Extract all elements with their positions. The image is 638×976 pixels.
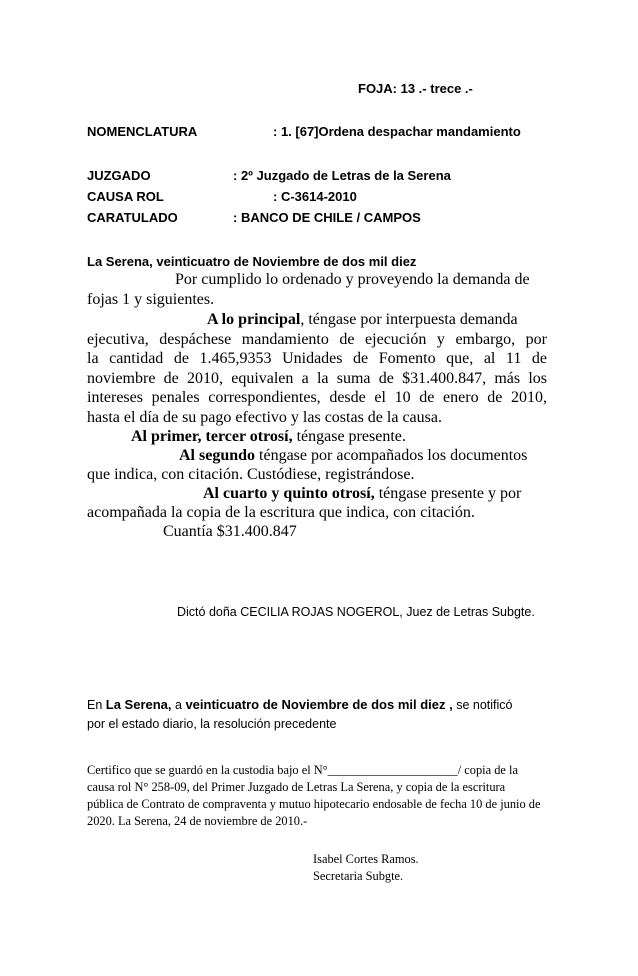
juzgado-value: : 2º Juzgado de Letras de la Serena <box>233 168 451 183</box>
principal-clause <box>207 310 518 330</box>
resolution-date-line: La Serena, veinticuatro de Noviembre de dos mil diez <box>87 254 417 269</box>
nomenclatura-label: NOMENCLATURA <box>87 124 198 139</box>
resolution-line: acompañada la copia de la escritura que indica, con citación. <box>87 504 475 521</box>
principal-text: , téngase por interpuesta demanda <box>300 311 518 328</box>
certificate-line: Certifico que se guardó en la custodia bajo el N°_____________________/ copia de la <box>87 763 518 777</box>
signature-name: Isabel Cortes Ramos. <box>313 852 419 866</box>
notification-line <box>87 697 513 712</box>
resolution-line: ejecutiva, despáchese mandamiento de ejecución y embargo, por <box>87 331 547 348</box>
cuantia: Cuantía $31.400.847 <box>163 523 297 540</box>
juzgado-label: JUZGADO <box>87 168 151 183</box>
notification-a: a <box>171 698 186 712</box>
certificate-line: pública de Contrato de compraventa y mutuo hipotecario endosable de fecha 10 de junio de <box>87 797 541 811</box>
principal-heading: A lo principal <box>207 311 301 328</box>
certificate-line: causa rol N° 258-09, del Primer Juzgado de Letras La Serena, y copia de la escritura <box>87 780 506 794</box>
notification-date: veinticuatro de Noviembre de dos mil diez , <box>185 697 453 712</box>
cuarto-otrosi-clause <box>203 484 521 504</box>
certificate-line: 2020. La Serena, 24 de noviembre de 2010.- <box>87 814 308 828</box>
segundo-otrosi-text: téngase por acompañados los documentos <box>255 447 528 464</box>
resolution-line: noviembre de 2010, equivalen a la suma de $31.400.847, más los <box>87 370 547 387</box>
resolution-line: que indica, con citación. Custódiese, registrándose. <box>87 466 415 483</box>
caratulado-value: : BANCO DE CHILE / CAMPOS <box>233 210 421 225</box>
resolution-line: hasta el día de su pago efectivo y las costas de la causa. <box>87 409 442 426</box>
notification-line-2: por el estado diario, la resolución precedente <box>87 717 337 731</box>
notification-en: En <box>87 698 106 712</box>
caratulado-label: CARATULADO <box>87 210 178 225</box>
resolution-line: fojas 1 y siguientes. <box>87 291 215 308</box>
cuarto-otrosi-text: téngase presente y por <box>374 485 522 502</box>
cuarto-otrosi-heading: Al cuarto y quinto otrosí, <box>203 485 375 502</box>
foja-number: FOJA: 13 .- trece .- <box>358 81 473 96</box>
resolution-line: Por cumplido lo ordenado y proveyendo la demanda de <box>175 271 530 288</box>
primer-otrosi-clause <box>131 427 406 447</box>
primer-otrosi-text: téngase presente. <box>292 428 406 445</box>
resolution-line: la cantidad de 1.465,9353 Unidades de Fomento que, al 11 de <box>87 350 547 367</box>
primer-otrosi-heading: Al primer, tercer otrosí, <box>131 428 293 445</box>
causa-rol-value: : C-3614-2010 <box>273 189 357 204</box>
notification-rest: se notificó <box>452 698 513 712</box>
dicto-line: Dictó doña CECILIA ROJAS NOGEROL, Juez de Letras Subgte. <box>177 605 535 619</box>
notification-place: La Serena, <box>105 697 172 712</box>
segundo-otrosi-clause <box>179 446 527 466</box>
segundo-otrosi-heading: Al segundo <box>179 447 256 464</box>
resolution-line: intereses penales correspondientes, desde el 10 de enero de 2010, <box>87 389 547 406</box>
signature-title: Secretaria Subgte. <box>313 869 404 883</box>
causa-rol-label: CAUSA ROL <box>87 189 164 204</box>
nomenclatura-value: : 1. [67]Ordena despachar mandamiento <box>273 124 521 139</box>
